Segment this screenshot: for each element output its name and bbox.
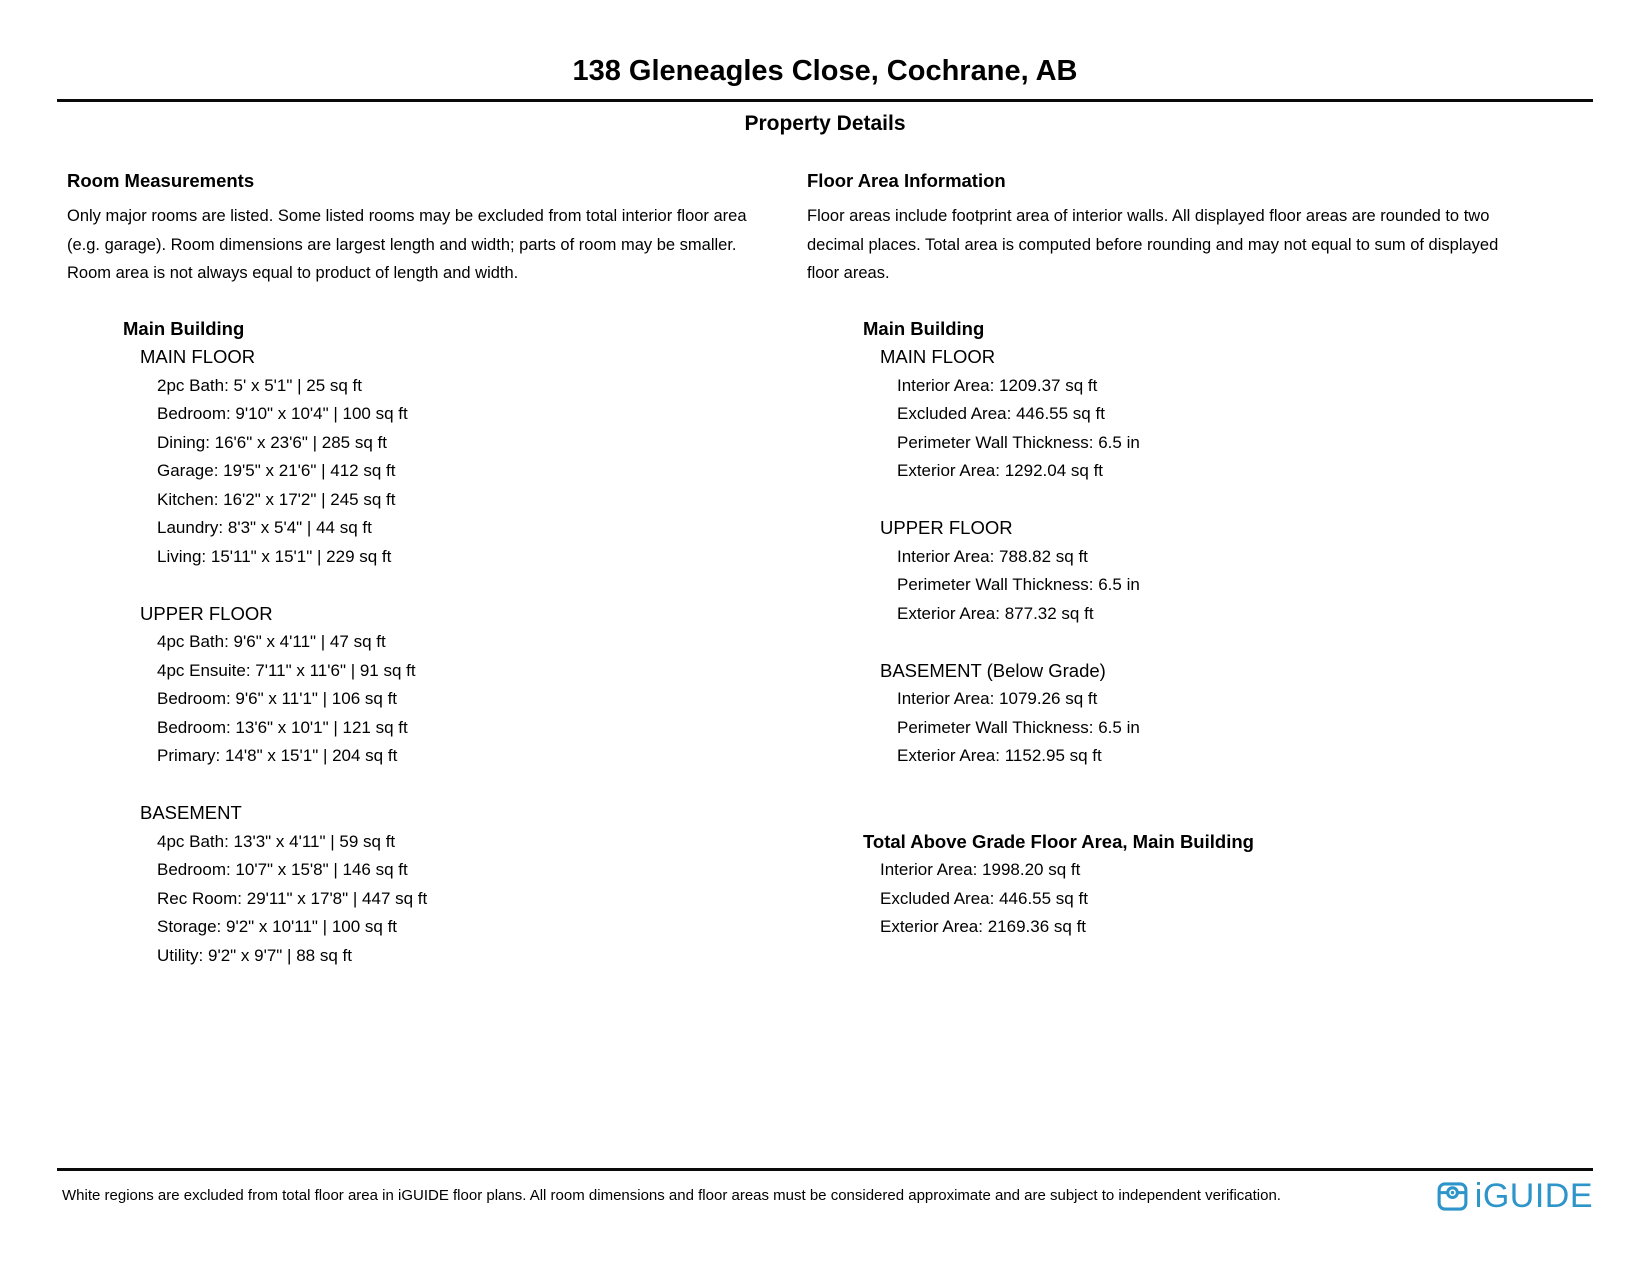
floor-area-building bbox=[807, 315, 1519, 771]
total-above-grade-block bbox=[807, 828, 1519, 942]
floor-area-line: Interior Area: 1209.37 sq ft bbox=[897, 375, 1098, 395]
room-list bbox=[67, 828, 767, 971]
room-measurement: Utility: 9'2" x 9'7" | 88 sq ft bbox=[157, 945, 352, 965]
floor-area-line: Interior Area: 788.82 sq ft bbox=[897, 546, 1088, 566]
floor-name: BASEMENT (Below Grade) bbox=[880, 659, 1106, 681]
room-list bbox=[67, 628, 767, 771]
room-measurement: Primary: 14'8" x 15'1" | 204 sq ft bbox=[157, 746, 398, 765]
room-measurement: Garage: 19'5" x 21'6" | 412 sq ft bbox=[157, 461, 396, 480]
floor-block bbox=[67, 600, 767, 771]
room-measurement: 4pc Ensuite: 7'11" x 11'6" | 91 sq ft bbox=[157, 660, 416, 680]
total-lines bbox=[807, 856, 1519, 942]
total-line: Excluded Area: 446.55 sq ft bbox=[880, 888, 1088, 908]
floor-area-lines bbox=[807, 543, 1519, 629]
room-measurement: Dining: 16'6" x 23'6" | 285 sq ft bbox=[157, 432, 387, 452]
footer-disclaimer: White regions are excluded from total floor area in iGUIDE floor plans. All room dimensions and floor areas must be considered approximate and are subject to independent verification. bbox=[62, 1187, 1281, 1204]
room-measurement: Bedroom: 9'6" x 11'1" | 106 sq ft bbox=[157, 689, 398, 708]
floor-area-lines bbox=[807, 372, 1519, 486]
room-measurement: Kitchen: 16'2" x 17'2" | 245 sq ft bbox=[157, 489, 396, 509]
room-list bbox=[67, 372, 767, 572]
floor-area-line: Perimeter Wall Thickness: 6.5 in bbox=[897, 717, 1140, 737]
room-measurement: Bedroom: 13'6" x 10'1" | 121 sq ft bbox=[157, 717, 408, 737]
document-footer bbox=[57, 1168, 1593, 1213]
floors-list bbox=[67, 343, 767, 970]
content-columns bbox=[67, 170, 1593, 970]
room-measurement: Bedroom: 9'10" x 10'4" | 100 sq ft bbox=[157, 404, 408, 423]
total-line: Exterior Area: 2169.36 sq ft bbox=[880, 917, 1087, 936]
floor-area-line: Perimeter Wall Thickness: 6.5 in bbox=[897, 432, 1140, 452]
floor-block bbox=[807, 514, 1519, 628]
floor-area-line: Interior Area: 1079.26 sq ft bbox=[897, 689, 1098, 708]
page-subtitle: Property Details bbox=[744, 112, 906, 135]
total-above-grade-heading: Total Above Grade Floor Area, Main Building bbox=[863, 830, 1254, 852]
room-measurements-section bbox=[67, 170, 767, 970]
floor-area-line: Exterior Area: 1152.95 sq ft bbox=[897, 746, 1102, 765]
floor-name: UPPER FLOOR bbox=[140, 602, 273, 624]
document-header bbox=[0, 0, 1650, 136]
room-measurement: Bedroom: 10'7" x 15'8" | 146 sq ft bbox=[157, 860, 408, 879]
building-name: Main Building bbox=[863, 317, 985, 339]
camera-icon bbox=[1437, 1181, 1468, 1212]
room-measurement: 4pc Bath: 13'3" x 4'11" | 59 sq ft bbox=[157, 831, 396, 851]
floor-name: UPPER FLOOR bbox=[880, 517, 1013, 538]
floor-block bbox=[807, 657, 1519, 771]
floor-area-heading: Floor Area Information bbox=[807, 170, 1006, 191]
room-measurement: Storage: 9'2" x 10'11" | 100 sq ft bbox=[157, 917, 398, 936]
floor-area-description: Floor areas include footprint area of interior walls. All displayed floor areas are rounded to two decimal places. Total area is computed before rounding and may not equal to sum of displayed floor areas. bbox=[807, 207, 1499, 282]
room-measurement: 4pc Bath: 9'6" x 4'11" | 47 sq ft bbox=[157, 632, 386, 651]
room-measurements-heading: Room Measurements bbox=[67, 170, 255, 191]
room-measurements-building bbox=[67, 315, 767, 971]
page-title: 138 Gleneagles Close, Cochrane, AB bbox=[572, 55, 1078, 87]
floor-area-line: Perimeter Wall Thickness: 6.5 in bbox=[897, 575, 1140, 594]
header-divider bbox=[57, 99, 1593, 102]
room-measurement: Living: 15'11" x 15'1" | 229 sq ft bbox=[157, 546, 392, 566]
room-measurements-description: Only major rooms are listed. Some listed rooms may be excluded from total interior floor area (e.g. garage). Room dimensions are largest length and width; parts of room may be smaller. Room area is not always equal to product of length and width. bbox=[67, 207, 747, 282]
floors-list bbox=[807, 343, 1519, 771]
floor-name: MAIN FLOOR bbox=[880, 346, 996, 367]
room-measurement: Laundry: 8'3" x 5'4" | 44 sq ft bbox=[157, 518, 372, 537]
floor-name: MAIN FLOOR bbox=[140, 346, 256, 367]
floor-block bbox=[67, 799, 767, 970]
floor-area-section bbox=[807, 170, 1519, 942]
floor-block bbox=[67, 343, 767, 571]
floor-area-lines bbox=[807, 685, 1519, 771]
floor-block bbox=[807, 343, 1519, 486]
floor-area-line: Excluded Area: 446.55 sq ft bbox=[897, 404, 1105, 423]
floor-name: BASEMENT bbox=[140, 802, 242, 823]
iguide-logotype: iGUIDE bbox=[1474, 1177, 1593, 1215]
iguide-logo bbox=[1437, 1179, 1593, 1213]
room-measurement: Rec Room: 29'11" x 17'8" | 447 sq ft bbox=[157, 888, 428, 908]
room-measurement: 2pc Bath: 5' x 5'1" | 25 sq ft bbox=[157, 375, 363, 395]
total-line: Interior Area: 1998.20 sq ft bbox=[880, 860, 1081, 879]
footer-inner bbox=[57, 1171, 1593, 1213]
building-name: Main Building bbox=[123, 317, 245, 339]
floor-area-line: Exterior Area: 877.32 sq ft bbox=[897, 603, 1094, 623]
floor-area-line: Exterior Area: 1292.04 sq ft bbox=[897, 461, 1104, 480]
